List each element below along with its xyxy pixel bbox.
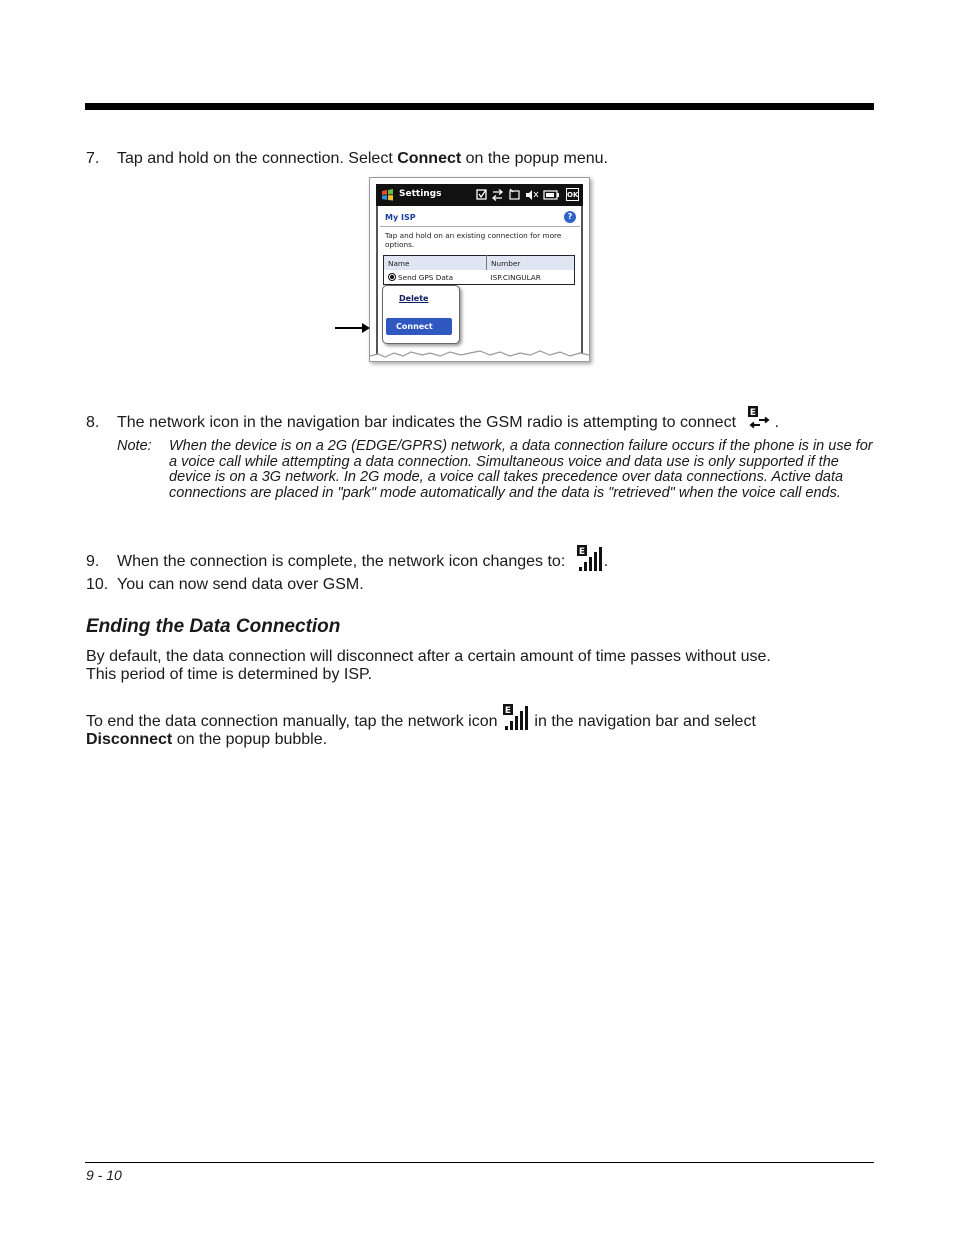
svg-text:E: E	[578, 547, 585, 557]
step-text-after: on the popup menu.	[461, 150, 608, 167]
step-number: 10.	[86, 576, 109, 593]
step-text-after: .	[603, 553, 609, 570]
popup-menu	[382, 285, 460, 344]
connection-table	[383, 255, 575, 285]
table-row[interactable]	[384, 270, 575, 285]
menu-item-delete[interactable]: Delete	[399, 294, 429, 303]
footer-rule	[85, 1162, 874, 1163]
svg-text:E: E	[504, 706, 512, 716]
column-header-number: Number	[487, 256, 575, 271]
paragraph-text: To end the data connection manually, tap the network icon	[86, 713, 502, 730]
device-app-title: Settings	[399, 189, 442, 199]
help-icon[interactable]: ?	[564, 211, 576, 223]
step-8	[86, 406, 779, 432]
connection-number: ISP.CINGULAR	[490, 272, 541, 282]
device-title-bar	[376, 184, 583, 206]
paragraph-manual-end	[86, 704, 866, 749]
step-number: 7.	[86, 150, 100, 167]
step-9	[86, 545, 608, 571]
connection-name-cell[interactable]	[384, 270, 487, 285]
ok-button[interactable]: OK	[566, 188, 579, 201]
step-text: When the connection is complete, the network icon changes to:	[117, 553, 566, 570]
paragraph-text: in the navigation bar and select	[529, 713, 756, 730]
pointer-arrow-icon	[335, 322, 371, 334]
paragraph-line: By default, the data connection will disconnect after a certain amount of time passes without use.	[86, 648, 771, 665]
section-heading: Ending the Data Connection	[86, 616, 341, 637]
step-text: You can now send data over GSM.	[117, 576, 364, 593]
note-text: When the device is on a 2G (EDGE/GPRS) network, a data connection failure occurs if the phone is in use for a voice call while attempting a data connection. Simultaneous voice and data use is only supported if the device is on a 3G network. In 2G mode, a voice call takes precedence over data connections. Active data connections are placed in "park" mode automatically and the data is "retrieved" when the voice call ends.	[169, 438, 873, 501]
page-number: 9 - 10	[86, 1167, 122, 1183]
instructions-text: Tap and hold on an existing connection for more options.	[385, 231, 562, 249]
paragraph-line: This period of time is determined by ISP.	[86, 666, 373, 683]
step-text-after: .	[774, 414, 779, 431]
svg-text:E: E	[750, 408, 757, 418]
note-label: Note:	[117, 438, 152, 454]
header-divider	[380, 226, 580, 227]
step-bold: Connect	[397, 150, 462, 167]
paragraph-default	[86, 648, 866, 684]
step-text: The network icon in the navigation bar indicates the GSM radio is attempting to connect	[117, 414, 737, 431]
network-signal-icon	[576, 545, 604, 573]
paragraph-text: on the popup bubble.	[172, 731, 328, 748]
note-block	[117, 439, 877, 501]
step-number: 9.	[86, 553, 100, 570]
step-7	[86, 150, 608, 168]
status-icons	[476, 188, 564, 202]
radio-selected-icon	[388, 273, 396, 281]
network-signal-icon	[502, 704, 530, 732]
network-connecting-icon	[746, 406, 774, 430]
paragraph-bold: Disconnect	[86, 731, 173, 748]
screen-title: My ISP	[385, 213, 416, 222]
step-text: Tap and hold on the connection. Select	[117, 150, 398, 167]
device-screenshot	[369, 177, 590, 362]
menu-item-connect[interactable]: Connect	[386, 318, 452, 335]
torn-edge	[370, 347, 589, 361]
connection-name: Send GPS Data	[398, 272, 454, 282]
header-rule	[85, 103, 874, 110]
column-header-name: Name	[384, 256, 487, 271]
step-number: 8.	[86, 414, 100, 431]
windows-start-icon	[381, 189, 394, 201]
step-10	[86, 576, 364, 594]
